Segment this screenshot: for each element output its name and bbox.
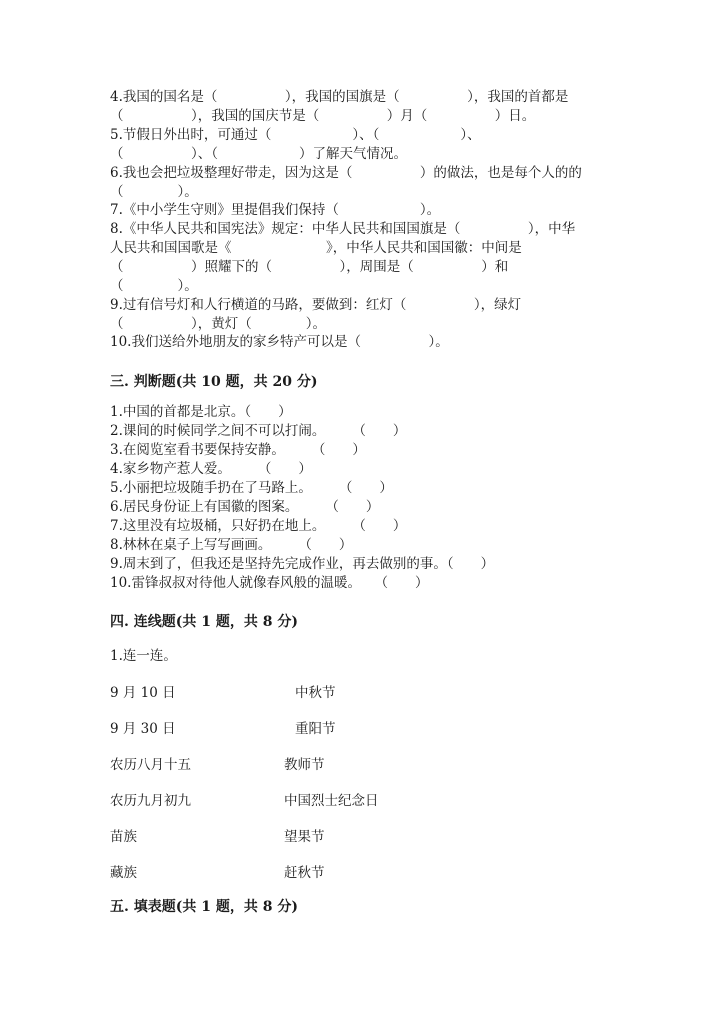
judge-item: 1.中国的首都是北京。（ ）: [110, 404, 292, 420]
fill-line: （ ），黄灯（ ）。: [110, 316, 326, 332]
judge-item: 2.课间的时候同学之间不可以打闹。 （ ）: [110, 423, 407, 439]
judge-item: 9.周末到了，但我还是坚持先完成作业，再去做别的事。（ ）: [110, 556, 495, 572]
match-left-item: 藏族: [110, 865, 137, 881]
match-left-item: 农历九月初九: [110, 793, 191, 809]
fill-line: 6.我也会把垃圾整理好带走，因为这是（ ）的做法，也是每个人的的: [110, 165, 582, 181]
match-right-item: 重阳节: [295, 721, 336, 737]
section-heading-judge: 三. 判断题(共 10 题，共 20 分): [110, 374, 318, 390]
match-right-item: 教师节: [284, 757, 325, 773]
fill-line: 8.《中华人民共和国宪法》规定：中华人民共和国国旗是（ ），中华: [110, 221, 576, 237]
match-right-item: 中国烈士纪念日: [284, 793, 379, 809]
match-right-item: 赶秋节: [284, 865, 325, 881]
fill-line: 4.我国的国名是（ ），我国的国旗是（ ），我国的首都是: [110, 89, 569, 105]
fill-line: 10.我们送给外地朋友的家乡特产可以是（ ）。: [110, 334, 449, 350]
fill-line: （ ）。: [110, 278, 198, 294]
fill-line: （ ）、（ ）了解天气情况。: [110, 146, 407, 162]
judge-item: 5.小丽把垃圾随手扔在了马路上。 （ ）: [110, 480, 393, 496]
match-instruction: 1.连一连。: [110, 648, 177, 664]
judge-item: 10.雷锋叔叔对待他人就像春风般的温暖。 （ ）: [110, 575, 429, 591]
match-left-item: 苗族: [110, 829, 137, 845]
judge-item: 3.在阅览室看书要保持安静。 （ ）: [110, 442, 366, 458]
fill-line: 5.节假日外出时，可通过（ ）、（ ）、: [110, 127, 481, 143]
match-left-item: 9 月 30 日: [110, 721, 176, 737]
judge-item: 8.林林在桌子上写写画画。 （ ）: [110, 537, 353, 553]
match-left-item: 9 月 10 日: [110, 685, 176, 701]
judge-item: 6.居民身份证上有国徽的图案。 （ ）: [110, 499, 380, 515]
section-heading-match: 四. 连线题(共 1 题，共 8 分): [110, 614, 298, 630]
match-left-item: 农历八月十五: [110, 757, 191, 773]
match-right-item: 中秋节: [295, 685, 336, 701]
fill-line: （ ），我国的国庆节是（ ）月（ ）日。: [110, 108, 536, 124]
judge-item: 4.家乡物产惹人爱。 （ ）: [110, 461, 312, 477]
section-heading-table: 五. 填表题(共 1 题，共 8 分): [110, 899, 298, 915]
fill-line: （ ）照耀下的（ ），周围是（ ）和: [110, 259, 509, 275]
fill-line: 7.《中小学生守则》里提倡我们保持（ ）。: [110, 202, 441, 218]
match-right-item: 望果节: [284, 829, 325, 845]
fill-line: 9.过有信号灯和人行横道的马路，要做到：红灯（ ），绿灯: [110, 297, 522, 313]
fill-line: （ ）。: [110, 184, 198, 200]
judge-item: 7.这里没有垃圾桶，只好扔在地上。 （ ）: [110, 518, 407, 534]
fill-line: 人民共和国国歌是《 》，中华人民共和国国徽：中间是: [110, 240, 522, 256]
